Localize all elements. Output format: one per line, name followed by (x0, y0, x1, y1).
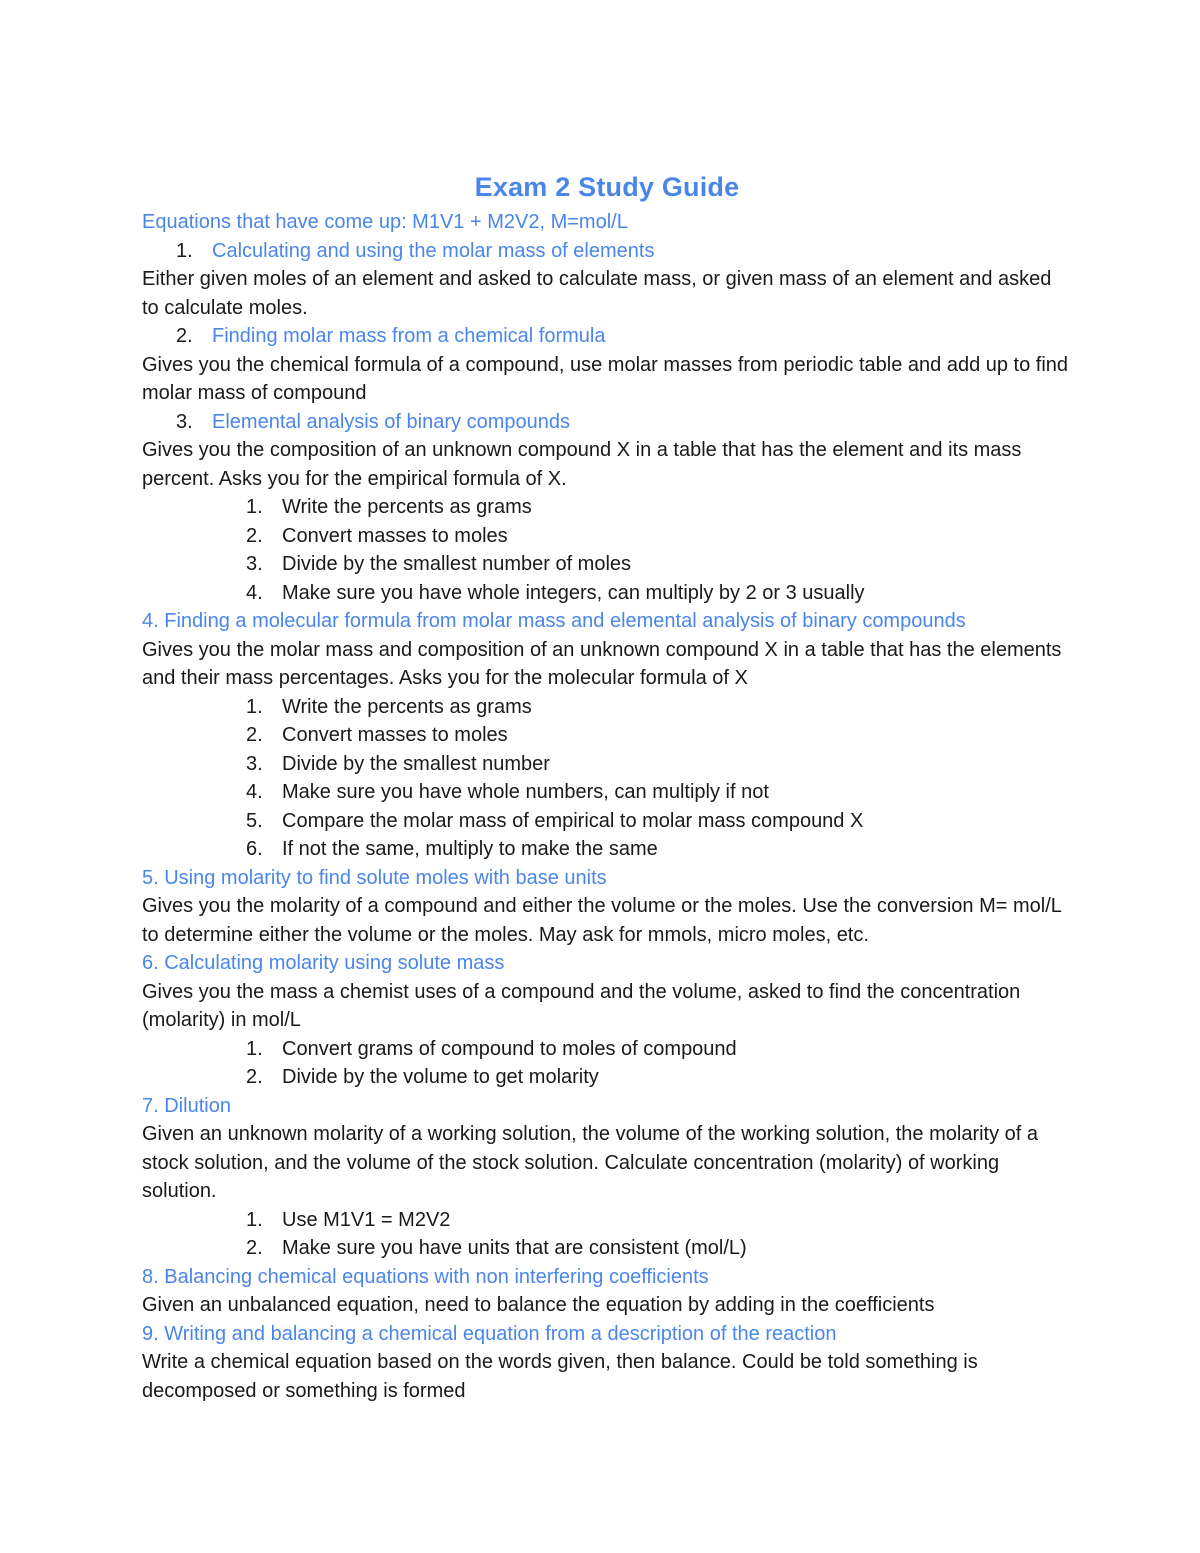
step-text: Make sure you have whole integers, can multiply by 2 or 3 usually (282, 581, 865, 604)
section-number-text: 2. (176, 325, 193, 347)
section (142, 607, 1072, 864)
equations-line: Equations that have come up: M1V1 + M2V2, M=mol/L (142, 211, 628, 233)
section (142, 1092, 1072, 1263)
section-heading: 8. Balancing chemical equations with non interfering coefficients (142, 1265, 709, 1288)
section-heading-text: Elemental analysis of binary compounds (212, 410, 570, 433)
step-item (142, 1063, 1072, 1092)
step-number: 6. (246, 838, 263, 860)
step-text: Divide by the volume to get molarity (282, 1066, 599, 1088)
section (142, 237, 1072, 323)
step-text: Convert grams of compound to moles of compound (282, 1037, 737, 1060)
step-text: Divide by the smallest number (282, 752, 550, 775)
section-heading: 7. Dilution (142, 1094, 231, 1117)
step-text: Compare the molar mass of empirical to molar mass compound X (282, 809, 864, 832)
section-body: Either given moles of an element and asked to calculate mass, or given mass of an element and asked to calculate moles. (142, 268, 1052, 319)
step-list (142, 493, 1072, 607)
section-body: Gives you the mass a chemist uses of a compound and the volume, asked to find the concentration (molarity) in mol/L (142, 980, 1021, 1031)
step-item (142, 550, 1072, 579)
step-number: 1. (246, 695, 263, 718)
document-page (142, 168, 1072, 1405)
section-body: Given an unbalanced equation, need to balance the equation by adding in the coefficients (142, 1294, 935, 1316)
step-number: 5. (246, 809, 263, 832)
section-heading (142, 322, 1072, 351)
step-item (142, 835, 1072, 864)
step-item (142, 693, 1072, 722)
section-number (142, 322, 212, 351)
section-body: Write a chemical equation based on the words given, then balance. Could be told something is decomposed or something is formed (142, 1351, 978, 1402)
section-body: Gives you the molar mass and composition of an unknown compound X in a table that has the elements and their mass percentages. Asks you for the molecular formula of X (142, 638, 1062, 689)
numbered-sections (142, 237, 1072, 608)
step-list (142, 1035, 1072, 1092)
step-text: Convert masses to moles (282, 524, 508, 547)
section (142, 864, 1072, 950)
step-item (142, 1206, 1072, 1235)
step-number: 2. (246, 524, 263, 547)
section-heading: 4. Finding a molecular formula from molar mass and elemental analysis of binary compounds (142, 610, 966, 632)
step-item (142, 807, 1072, 836)
step-text: If not the same, multiply to make the same (282, 838, 658, 860)
section-heading: 6. Calculating molarity using solute mass (142, 952, 505, 974)
step-number: 1. (246, 496, 263, 518)
step-item (142, 522, 1072, 551)
step-text: Write the percents as grams (282, 496, 532, 518)
step-text: Use M1V1 = M2V2 (282, 1208, 451, 1231)
step-number: 2. (246, 724, 263, 746)
step-number: 3. (246, 752, 263, 775)
sections (142, 607, 1072, 1405)
step-number: 1. (246, 1208, 263, 1231)
section-number-text: 3. (176, 410, 193, 433)
step-number: 4. (246, 781, 263, 803)
section-number (142, 237, 212, 266)
section-heading (142, 237, 1072, 266)
step-item (142, 1234, 1072, 1263)
section-number-text: 1. (176, 239, 193, 262)
section (142, 949, 1072, 1092)
step-item (142, 1035, 1072, 1064)
step-item (142, 721, 1072, 750)
section (142, 1320, 1072, 1406)
step-number: 4. (246, 581, 263, 604)
step-item (142, 778, 1072, 807)
section-heading-text: Calculating and using the molar mass of elements (212, 239, 655, 262)
section-heading (142, 408, 1072, 437)
step-number: 1. (246, 1037, 263, 1060)
section-heading: 5. Using molarity to find solute moles with base units (142, 866, 607, 889)
step-text: Write the percents as grams (282, 695, 532, 718)
step-item (142, 579, 1072, 608)
step-item (142, 493, 1072, 522)
step-text: Divide by the smallest number of moles (282, 553, 632, 575)
section-body: Gives you the molarity of a compound and either the volume or the moles. Use the conversion M= mol/L to determine either the volume or the moles. May ask for mmols, micro moles, etc. (142, 895, 1062, 946)
step-text: Make sure you have units that are consistent (mol/L) (282, 1237, 747, 1259)
section (142, 408, 1072, 608)
section (142, 322, 1072, 408)
section (142, 1263, 1072, 1320)
section-body: Gives you the chemical formula of a compound, use molar masses from periodic table and add up to find molar mass of compound (142, 353, 1069, 404)
step-list (142, 1206, 1072, 1263)
step-number: 2. (246, 1237, 263, 1259)
step-number: 2. (246, 1066, 263, 1088)
section-heading-text: Finding molar mass from a chemical formula (212, 325, 606, 347)
page-title: Exam 2 Study Guide (474, 172, 740, 202)
step-list (142, 693, 1072, 864)
step-item (142, 750, 1072, 779)
step-number: 3. (246, 553, 263, 575)
step-text: Convert masses to moles (282, 724, 508, 746)
section-heading: 9. Writing and balancing a chemical equation from a description of the reaction (142, 1322, 837, 1345)
section-number (142, 408, 212, 437)
section-body: Given an unknown molarity of a working solution, the volume of the working solution, the molarity of a stock solution, and the volume of the stock solution. Calculate concentration (molarity) of working solution. (142, 1123, 1039, 1202)
section-body: Gives you the composition of an unknown compound X in a table that has the element and its mass percent. Asks you for the empirical formula of X. (142, 439, 1022, 490)
step-text: Make sure you have whole numbers, can multiply if not (282, 781, 769, 803)
